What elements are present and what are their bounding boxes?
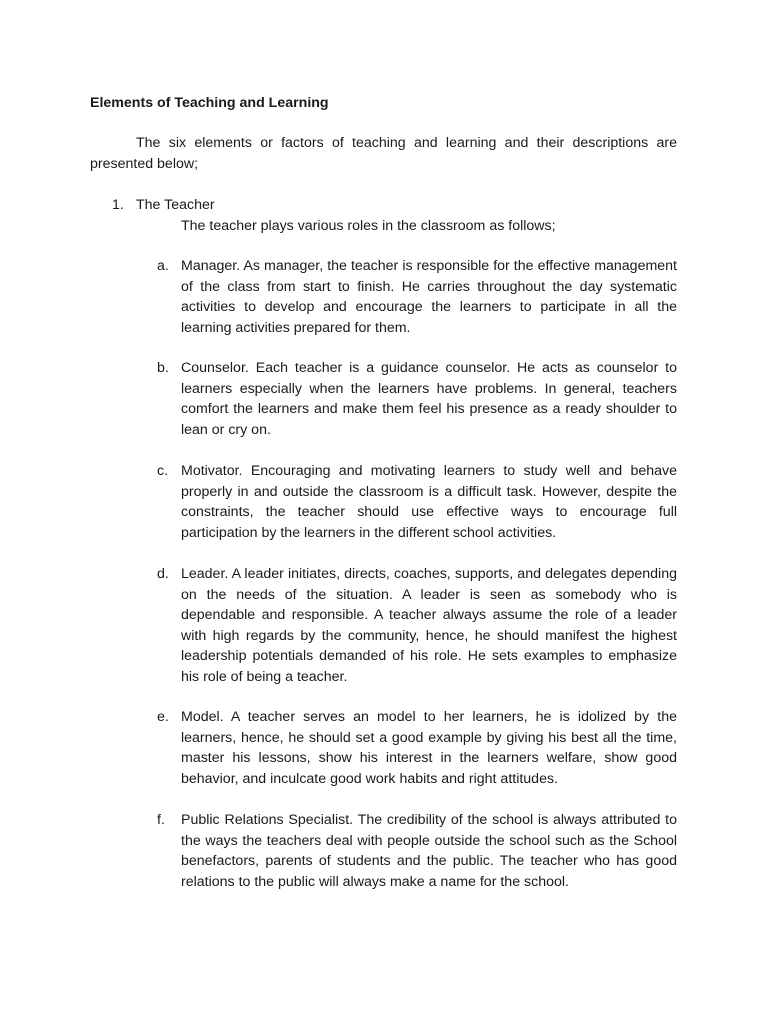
role-description: Leader. A leader initiates, directs, coaches, supports, and delegates depending on the needs of the situation. A leader is seen as somebody who is dependable and responsible. A teacher always assume the role of a leader with high regards by the community, hence, he should manifest the highest leadership potentials demanded of his role. He sets examples to emphasize his role of being a teacher.: [181, 566, 677, 685]
role-letter: b.: [157, 360, 169, 376]
section-teacher: [90, 195, 677, 234]
role-description: Manager. As manager, the teacher is responsible for the effective management of the class from start to finish. He carries throughout the day systematic activities to develop and encourage the learners to participate in all the learning activities prepared for them.: [181, 258, 677, 336]
section-lead-text: The teacher plays various roles in the classroom as follows;: [181, 217, 556, 234]
role-description: Public Relations Specialist. The credibility of the school is always attributed to the ways the teachers deal with people outside the school such as the School benefactors, parents of students and the public. The teacher who has good relations to the public will always make a name for the school.: [181, 812, 677, 890]
document-title: Elements of Teaching and Learning: [90, 95, 329, 111]
role-letter: e.: [157, 709, 169, 725]
role-letter: a.: [157, 258, 169, 274]
intro-paragraph: The six elements or factors of teaching and learning and their descriptions are presented below;: [90, 135, 677, 172]
section-title: The Teacher: [136, 197, 215, 213]
role-letter: f.: [157, 812, 165, 828]
role-letter: d.: [157, 566, 169, 582]
section-heading: [90, 195, 677, 234]
role-letter: c.: [157, 463, 169, 479]
role-description: Counselor. Each teacher is a guidance counselor. He acts as counselor to learners especially when the learners have problems. In general, teachers comfort the learners and make them feel his presence as a ready shoulder to lean or cry on.: [181, 360, 677, 438]
role-description: Model. A teacher serves an model to her learners, he is idolized by the learners, hence, he should set a good example by giving his best all the time, master his lessons, show his interest in the learners welfare, show good behavior, and inculcate good work habits and right attitudes.: [181, 709, 677, 787]
section-number: 1.: [112, 197, 124, 213]
role-description: Motivator. Encouraging and motivating learners to study well and behave properly in and outside the classroom is a difficult task. However, despite the constraints, the teacher should use effective ways to encourage full participation by the learners in the different school activities.: [181, 463, 677, 541]
